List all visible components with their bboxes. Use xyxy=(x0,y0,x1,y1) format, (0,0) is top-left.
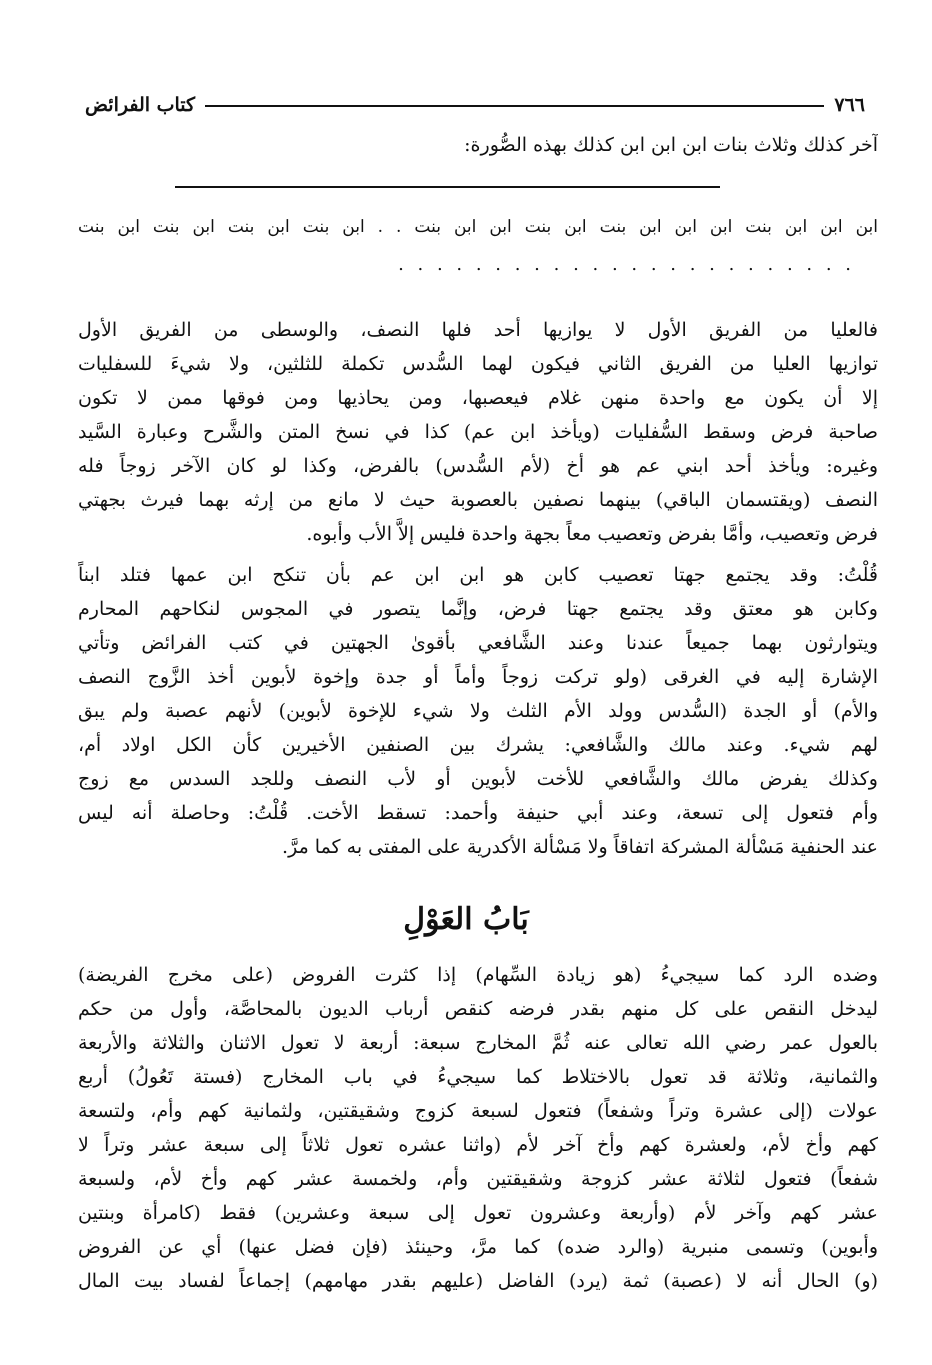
intro-line: آخر كذلك وثلاث بنات ابن ابن ابن كذلك بهذه الصُّورة: xyxy=(464,134,878,156)
para1-line-4: صاحبة فرض وسقط السُّفليات (ويأخذ ابن عم) كذا في نسخ المتن والشَّرح وعبارة السَّيد xyxy=(78,421,878,443)
para1-line-3: إلا أن يكون مع واحدة منهن غلام فيعصبها، ومن يحاذيها ومن فوقها ممن لا تكون xyxy=(78,387,878,409)
para3-line-9: وأبوين) وتسمى منبرية (والرد ضده) كما مرَّ، وحينئذ (فإن فضل عنها) أي عن الفروض xyxy=(78,1236,878,1258)
para3-line-5: عولات (إلى عشرة وتراً وشفعاً) فتعول لسبعة كزوج وشقيقتين، ولثمانية كهم وأم، ولتسعة xyxy=(78,1100,878,1122)
header-rule xyxy=(205,105,824,107)
para1-line-5: وغيره: ويأخذ أحد ابني عم هو أخ (لأم السُّدس) بالفرض، وكذا لو كان الآخر زوجاً فله xyxy=(78,455,878,477)
para3-line-8: عشر كهم وآخر لأم (وأربعة وعشرون تعول إلى سبعة وعشرين) فقط (كامرأة وبنتين xyxy=(78,1202,878,1224)
para2-line-6: لهم شيء. وعند مالك والشَّافعي: يشرك بين الصنفين الأخيرين كأن الكل اولاد أم، xyxy=(78,734,878,756)
diagram-dots: . . . . . . . . . . . . . . . . . . . . . . . . xyxy=(398,254,855,275)
para1-line-2: توازيها العليا من الفريق الثاني فيكون لهما السُّدس تكملة للثلثين، ولا شيءَ للسفليات xyxy=(78,353,878,375)
book-title: كتاب الفرائض xyxy=(85,94,196,116)
para2-line-8: وأم فتعول إلى تسعة، وعند أبي حنيفة وأحمد: تسقط الأخت. قُلْتُ: وحاصلة أنه ليس xyxy=(78,802,878,824)
para3-line-1: وضده الرد كما سيجيءُ (هو زيادة السِّهام) إذا كثرت الفروض (على مخرج الفريضة) xyxy=(78,964,878,986)
para1-line-1: فالعليا من الفريق الأول لا يوازيها أحد فلها النصف، والوسطى من الفريق الأول xyxy=(78,319,878,341)
para1-line-6: النصف (ويقتسمان الباقي) بينهما نصفين بالعصوبة حيث لا مانع من إرثه بهما فيرث بجهتي xyxy=(78,489,878,511)
page-number: ٧٦٦ xyxy=(834,94,865,116)
page-header xyxy=(85,80,865,116)
para3-line-10: (و) الحال أنه لا (عصبة) ثمة (يرد) الفاضل (عليهم بقدر مهامهم) إجماعاً لفساد بيت المال xyxy=(78,1270,878,1292)
para3-line-7: شفعاً) فتعول لثلاثة عشر كزوجة وشقيقتين وأم، ولخمسة عشر كهم وأخ لأم، ولسبعة xyxy=(78,1168,878,1190)
diagram-labels: ابن ابن ابن بنت ابن ابن ابن بنت ابن بنت ابن ابن بنت . . ابن بنت ابن بنت ابن بنت ابن بنت xyxy=(78,217,878,237)
para1-line-7: فرض وتعصيب، وأمَّا بفرض وتعصيب معاً بجهة واحدة فليس إلاَّ الأب وأبوه. xyxy=(306,523,878,545)
diagram-rule xyxy=(175,186,720,188)
para2-line-9: عند الحنفية مَسْألة المشركة اتفاقاً ولا مَسْألة الأكدرية على المفتى به كما مرَّ. xyxy=(282,836,878,858)
para2-line-3: ويتوارثون بهما جميعاً عندنا وعند الشَّافعي بأقوىٰ الجهتين في كتب الفرائض وتأتي xyxy=(78,632,878,654)
para2-line-5: والأم) أو الجدة (السُّدس وولد الأم الثلث ولا شيء للإخوة لأبوين) لأنهم عصبة ولم يبق xyxy=(78,700,878,722)
chapter-title: بَابُ العَوْلِ xyxy=(403,902,529,937)
para3-line-4: والثمانية، وثلاثة قد تعول بالاختلاط كما سيجيءُ في باب المخارج (فستة تَعُولُ) أربع xyxy=(78,1066,878,1088)
para3-line-2: ليدخل النقص على كل منهم بقدر فرضه كنقص أرباب الديون بالمحاصَّة، وأول من حكم xyxy=(78,998,878,1020)
para2-line-7: وكذلك يفرض مالك والشَّافعي للأخت لأبوين أو لأب النصف وللجد السدس مع زوج xyxy=(78,768,878,790)
para2-line-4: الإشارة إليه في الغرقى (ولو تركت زوجاً وأماً أو جدة وإخوة لأبوين أخذ الزَّوج النصف xyxy=(78,666,878,688)
para2-line-2: وكابن هو معتق وقد يجتمع جهتا فرض، وإنَّما يتصور في المجوس لنكاحهم المحارم xyxy=(78,598,878,620)
para3-line-3: بالعول عمر رضي الله تعالى عنه ثُمَّ المخارج سبعة: أربعة لا تعول الاثنان والثلاثة والأربعة xyxy=(78,1032,878,1054)
para3-line-6: كهم وأخ لأم، ولعشرة كهم وأخ آخر لأم (واثنا عشره تعول ثلاثاً إلى سبعة عشر وتراً لا xyxy=(78,1134,878,1156)
para2-line-1: قُلْتُ: وقد يجتمع جهتا تعصيب كابن هو ابن ابن عم بأن تنكح ابن عمها فتلد ابناً xyxy=(78,564,878,586)
